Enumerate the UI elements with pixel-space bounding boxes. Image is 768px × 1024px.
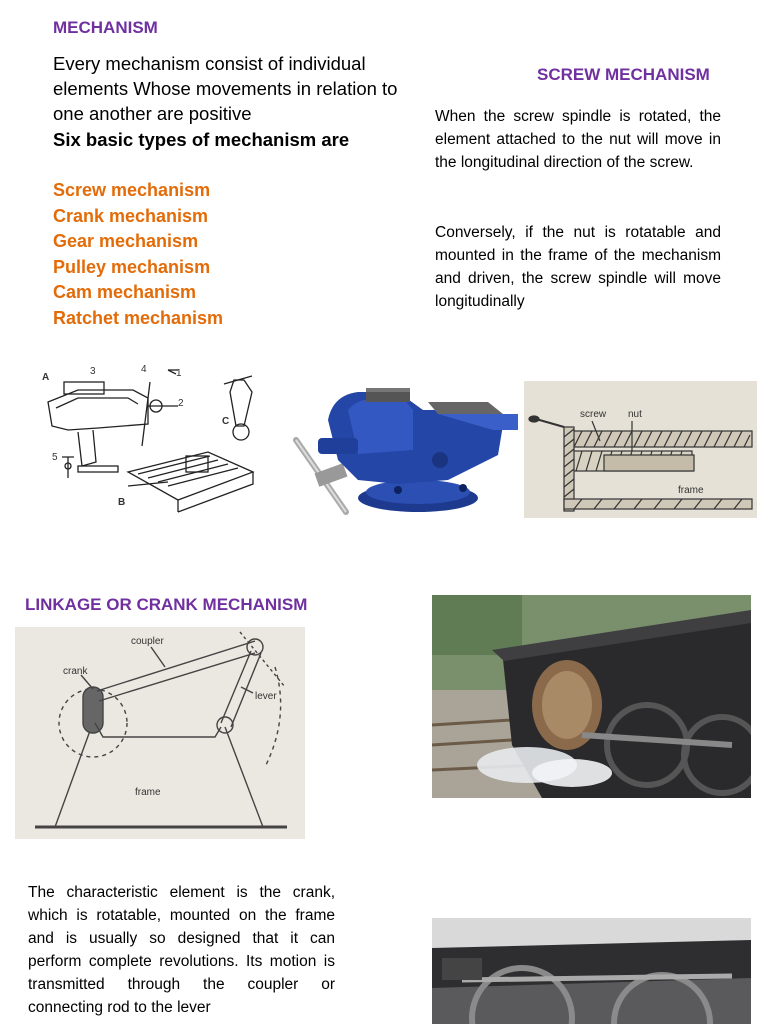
label-2: 2	[178, 398, 184, 409]
label-5: 5	[52, 452, 58, 463]
label-crank: crank	[63, 666, 88, 677]
locomotive-photo-1	[432, 595, 751, 798]
label-1: 1	[176, 368, 182, 379]
type-item: Gear mechanism	[53, 231, 199, 251]
types-heading: Six basic types of mechanism are	[53, 129, 350, 150]
screw-paragraph-1: When the screw spindle is rotated, the element attached to the nut will move in the longitudinal direction of the screw.	[435, 108, 721, 171]
bench-vise-photo	[288, 380, 523, 520]
crank-paragraph: The characteristic element is the crank, which is rotatable, mounted on the frame and is usually so designed that it can perform complete revolutions. Its motion is transmitted through the coupler or connecting rod to the lever	[28, 884, 335, 1016]
label-screw: screw	[580, 409, 607, 420]
screw-mechanism-heading: SCREW MECHANISM	[537, 65, 710, 84]
type-item: Screw mechanism	[53, 180, 211, 200]
screw-nut-diagram	[524, 381, 757, 518]
label-b: B	[118, 497, 126, 508]
label-3: 3	[90, 366, 96, 377]
label-frame-crank: frame	[135, 787, 161, 798]
vise-line-drawing	[38, 362, 258, 517]
label-nut: nut	[628, 409, 642, 420]
locomotive-photo-2	[432, 918, 751, 1024]
label-lever: lever	[255, 691, 277, 702]
mechanism-heading: MECHANISM	[53, 18, 158, 37]
type-item: Pulley mechanism	[53, 256, 211, 277]
label-a: A	[42, 372, 50, 383]
crank-mechanism-heading: LINKAGE OR CRANK MECHANISM	[25, 595, 308, 614]
type-item: Crank mechanism	[53, 205, 209, 226]
type-item: Ratchet mechanism	[53, 307, 224, 328]
crank-linkage-diagram	[15, 627, 305, 839]
type-item: Cam mechanism	[53, 282, 197, 302]
label-coupler: coupler	[131, 636, 164, 647]
intro-text: Every mechanism consist of individual elements Whose movements in relation to one another are positive	[53, 53, 398, 124]
mechanism-types-list	[53, 178, 223, 331]
label-frame: frame	[678, 485, 704, 496]
screw-paragraph-2: Conversely, if the nut is rotatable and mounted in the frame of the mechanism and driven, the screw spindle will move longitudinally	[435, 224, 721, 310]
label-c: C	[222, 416, 230, 427]
label-4: 4	[141, 364, 147, 375]
